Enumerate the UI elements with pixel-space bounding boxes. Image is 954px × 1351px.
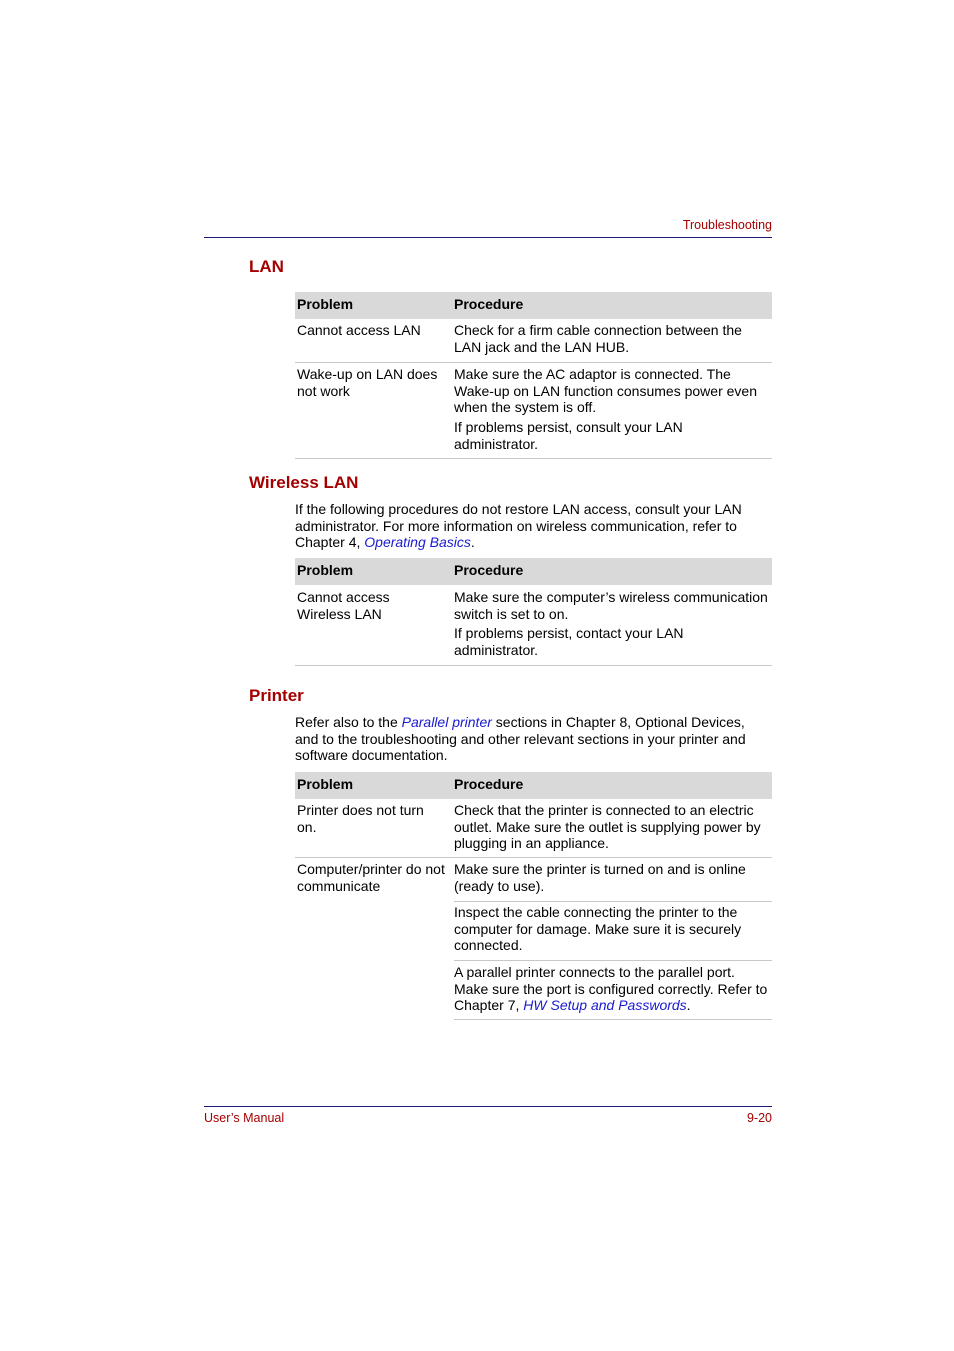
intro-text-end: sections in Chapter 8, Optional Devices, and to the troubleshooting and other relevant sections in your printer and software documentation. [295,714,746,763]
procedure-cell: Inspect the cable connecting the printer to the computer for damage. Make sure it is securely connected. [454,904,742,953]
intro-text-end: . [470,534,475,550]
procedure-cell: Make sure the computer’s wireless communication switch is set to on. [454,589,768,622]
column-header-problem: Problem [297,776,354,792]
column-header-procedure: Procedure [454,776,524,792]
header-rule [204,237,772,238]
procedure-cell: Make sure the printer is turned on and is online (ready to use). [454,861,746,894]
heading-lan: LAN [249,257,284,276]
heading-printer: Printer [249,686,304,705]
footer-manual-title: User’s Manual [204,1111,285,1125]
column-header-problem: Problem [297,296,354,312]
intro-text: If the following procedures do not restore LAN access, consult your LAN administrator. For more information on wireless communication, refer to Chapter 4, [295,501,742,550]
column-header-problem: Problem [297,562,354,578]
printer-intro [295,714,772,764]
problem-cell: Wake-up on LAN does not work [297,366,438,399]
table-header [295,292,772,319]
table-header [295,558,772,585]
column-header-procedure: Procedure [454,296,524,312]
procedure-cell: Make sure the AC adaptor is connected. The Wake-up on LAN function consumes power even when the system is off. [454,366,757,415]
problem-cell: Cannot access Wireless LAN [297,589,390,622]
wireless-intro [295,501,772,551]
procedure-cell: Check for a firm cable connection between the LAN jack and the LAN HUB. [454,322,742,355]
procedure-divider [454,1019,772,1020]
procedure-cell [454,964,770,1014]
problem-cell: Computer/printer do not communicate [297,861,445,894]
row-divider [295,362,772,363]
link-parallel-printer[interactable]: Parallel printer [401,714,492,730]
footer-rule [204,1106,772,1107]
procedure-divider [454,901,772,902]
heading-wireless-lan: Wireless LAN [249,473,359,492]
row-divider [295,458,772,459]
procedure-text: A parallel printer connects to the parallel port. Make sure the port is configured correctly. Refer to Chapter 7, [454,964,768,1013]
lan-table [295,292,772,452]
problem-cell: Cannot access LAN [297,322,421,338]
row-divider [295,665,772,666]
table-header [295,772,772,799]
procedure-cell: If problems persist, consult your LAN administrator. [454,419,683,452]
wireless-table [295,558,772,658]
intro-text: Refer also to the [295,714,402,730]
running-header-section: Troubleshooting [682,218,772,232]
procedure-cell: If problems persist, contact your LAN administrator. [454,625,684,658]
link-operating-basics[interactable]: Operating Basics [364,534,471,550]
problem-cell: Printer does not turn on. [297,802,424,835]
printer-table [295,772,772,1013]
procedure-cell: Check that the printer is connected to an electric outlet. Make sure the outlet is supplying power by plugging in an appliance. [454,802,761,851]
column-header-procedure: Procedure [454,562,524,578]
row-divider [295,857,772,858]
link-hw-setup-passwords[interactable]: HW Setup and Passwords [523,997,687,1013]
procedure-text-end: . [686,997,691,1013]
procedure-divider [454,960,772,961]
footer-page-number: 9-20 [746,1111,772,1125]
